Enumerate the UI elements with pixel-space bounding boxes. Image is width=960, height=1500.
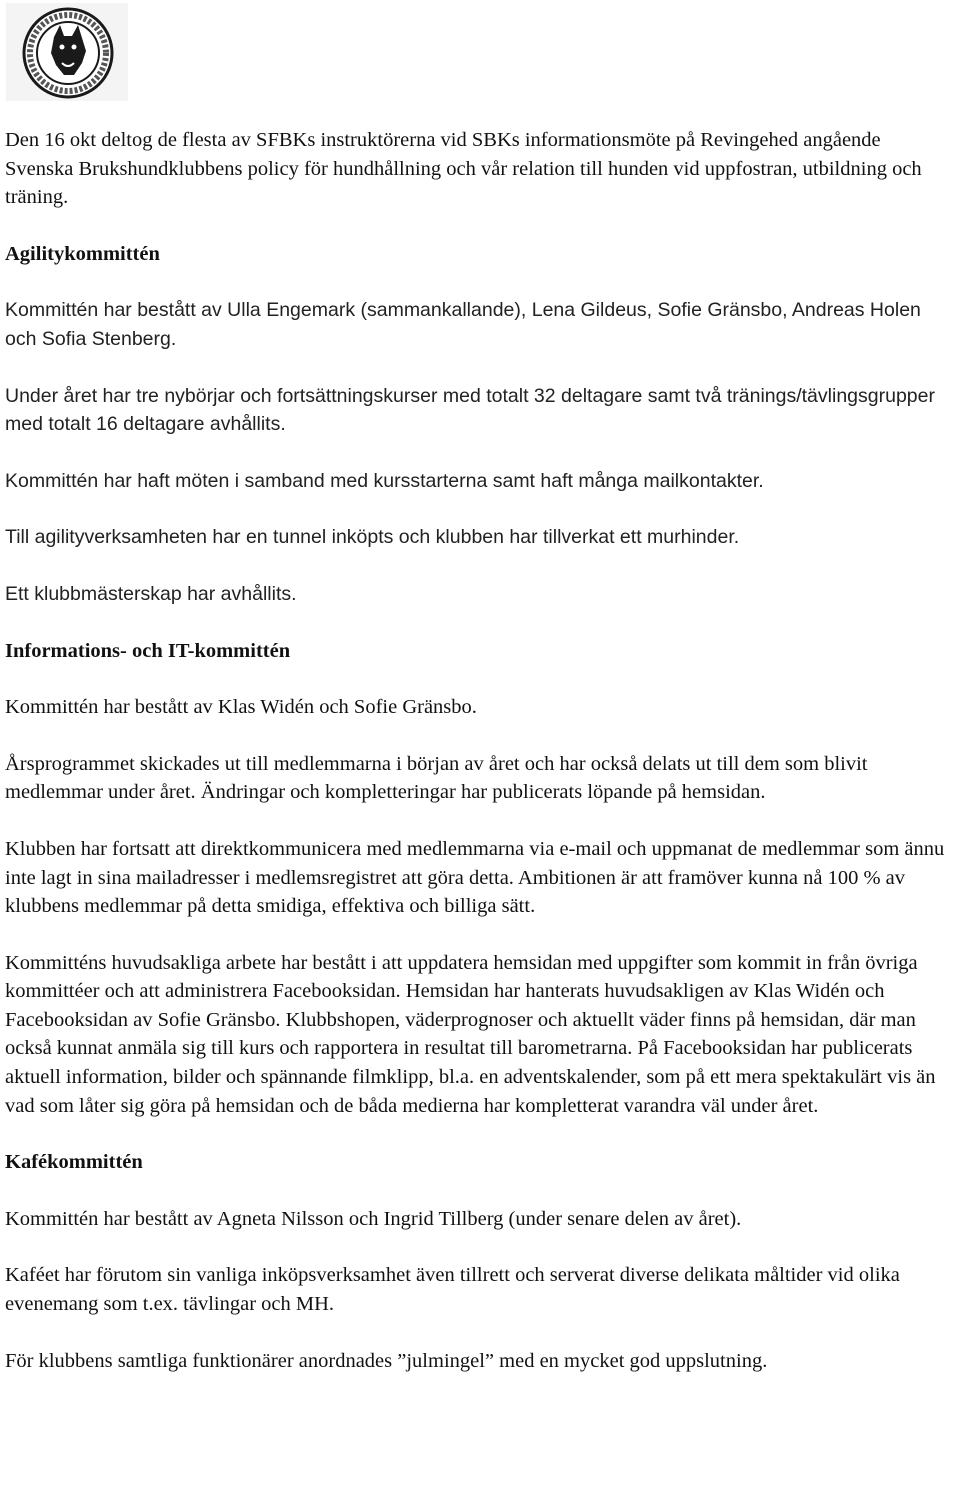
info-program-paragraph: Årsprogrammet skickades ut till medlemmarna i början av året och har också delats ut till dem som blivit medlemmar under året. Ändringar och kompletteringar har publicerats löpande på hemsidan. — [5, 752, 868, 804]
info-members-paragraph: Kommittén har bestått av Klas Widén och Sofie Gränsbo. — [5, 696, 477, 719]
cafe-work-paragraph: Kaféet har förutom sin vanliga inköpsverksamhet även tillrett och serverat diverse delikata måltider vid olika evenemang som t.ex. tävlingar och MH. — [5, 1264, 900, 1316]
agility-meetings-paragraph: Kommittén har haft möten i samband med kursstarterna samt haft många mailkontakter. — [5, 469, 764, 492]
dog-head-emblem-icon — [6, 3, 128, 101]
intro-paragraph: Den 16 okt deltog de flesta av SFBKs instruktörerna vid SBKs informationsmöte på Revingehed angående Svenska Brukshundklubbens policy för hundhållning och vår relation till hunden vid uppfostran, utbildning och träning. — [5, 129, 922, 209]
agility-members-paragraph: Kommittén har bestått av Ulla Engemark (sammankallande), Lena Gildeus, Sofie Gränsbo, Andreas Holen och Sofia Stenberg. — [5, 299, 921, 350]
info-heading: Informations- och IT-kommittén — [5, 639, 291, 662]
info-work-paragraph: Kommitténs huvudsakliga arbete har bestått i att uppdatera hemsidan med uppgifter som kommit in från övriga kommittéer och att administrera Facebooksidan. Hemsidan har hanterats huvudsakligen av Klas Widén och Facebooksidan av Sofie Gränsbo. Klubbshopen, väderprognoser och aktuellt väder finns på hemsidan, där man också kunnat anmäla sig till kurs och rapportera in resultat till barometrarna. På Facebooksidan har publicerats aktuell information, bilder och spännande filmklipp, bl.a. en adventskalender, som på ett mera spektakulärt vis än vad som låter sig göra på hemsidan och de båda medierna har kompletterat varandra väl under året. — [5, 951, 936, 1117]
club-logo — [6, 3, 128, 101]
agility-equipment-paragraph: Till agilityverksamheten har en tunnel inköpts och klubben har tillverkat ett murhinder. — [5, 526, 740, 549]
cafe-heading: Kafékommittén — [5, 1151, 143, 1174]
cafe-members-paragraph: Kommittén har bestått av Agneta Nilsson och Ingrid Tillberg (under senare delen av året). — [5, 1207, 742, 1230]
agility-championship-paragraph: Ett klubbmästerskap har avhållits. — [5, 582, 297, 605]
document-body — [5, 126, 950, 1403]
info-email-paragraph: Klubben har fortsatt att direktkommunicera med medlemmarna via e-mail och uppmanat de medlemmar som ännu inte lagt in sina mailadresser i medlemsregistret att göra detta. Ambitionen är att framöver kunna nå 100 % av klubbens medlemmar på detta smidiga, effektiva och billiga sätt. — [5, 837, 945, 918]
agility-heading: Agilitykommittén — [5, 242, 160, 265]
closing-paragraph: För klubbens samtliga funktionärer anordnades ”julmingel” med en mycket god uppslutning. — [5, 1349, 768, 1372]
agility-courses-paragraph: Under året har tre nybörjar och fortsättningskurser med totalt 32 deltagare samt två tränings/tävlingsgrupper med totalt 16 deltagare avhållits. — [5, 384, 935, 436]
